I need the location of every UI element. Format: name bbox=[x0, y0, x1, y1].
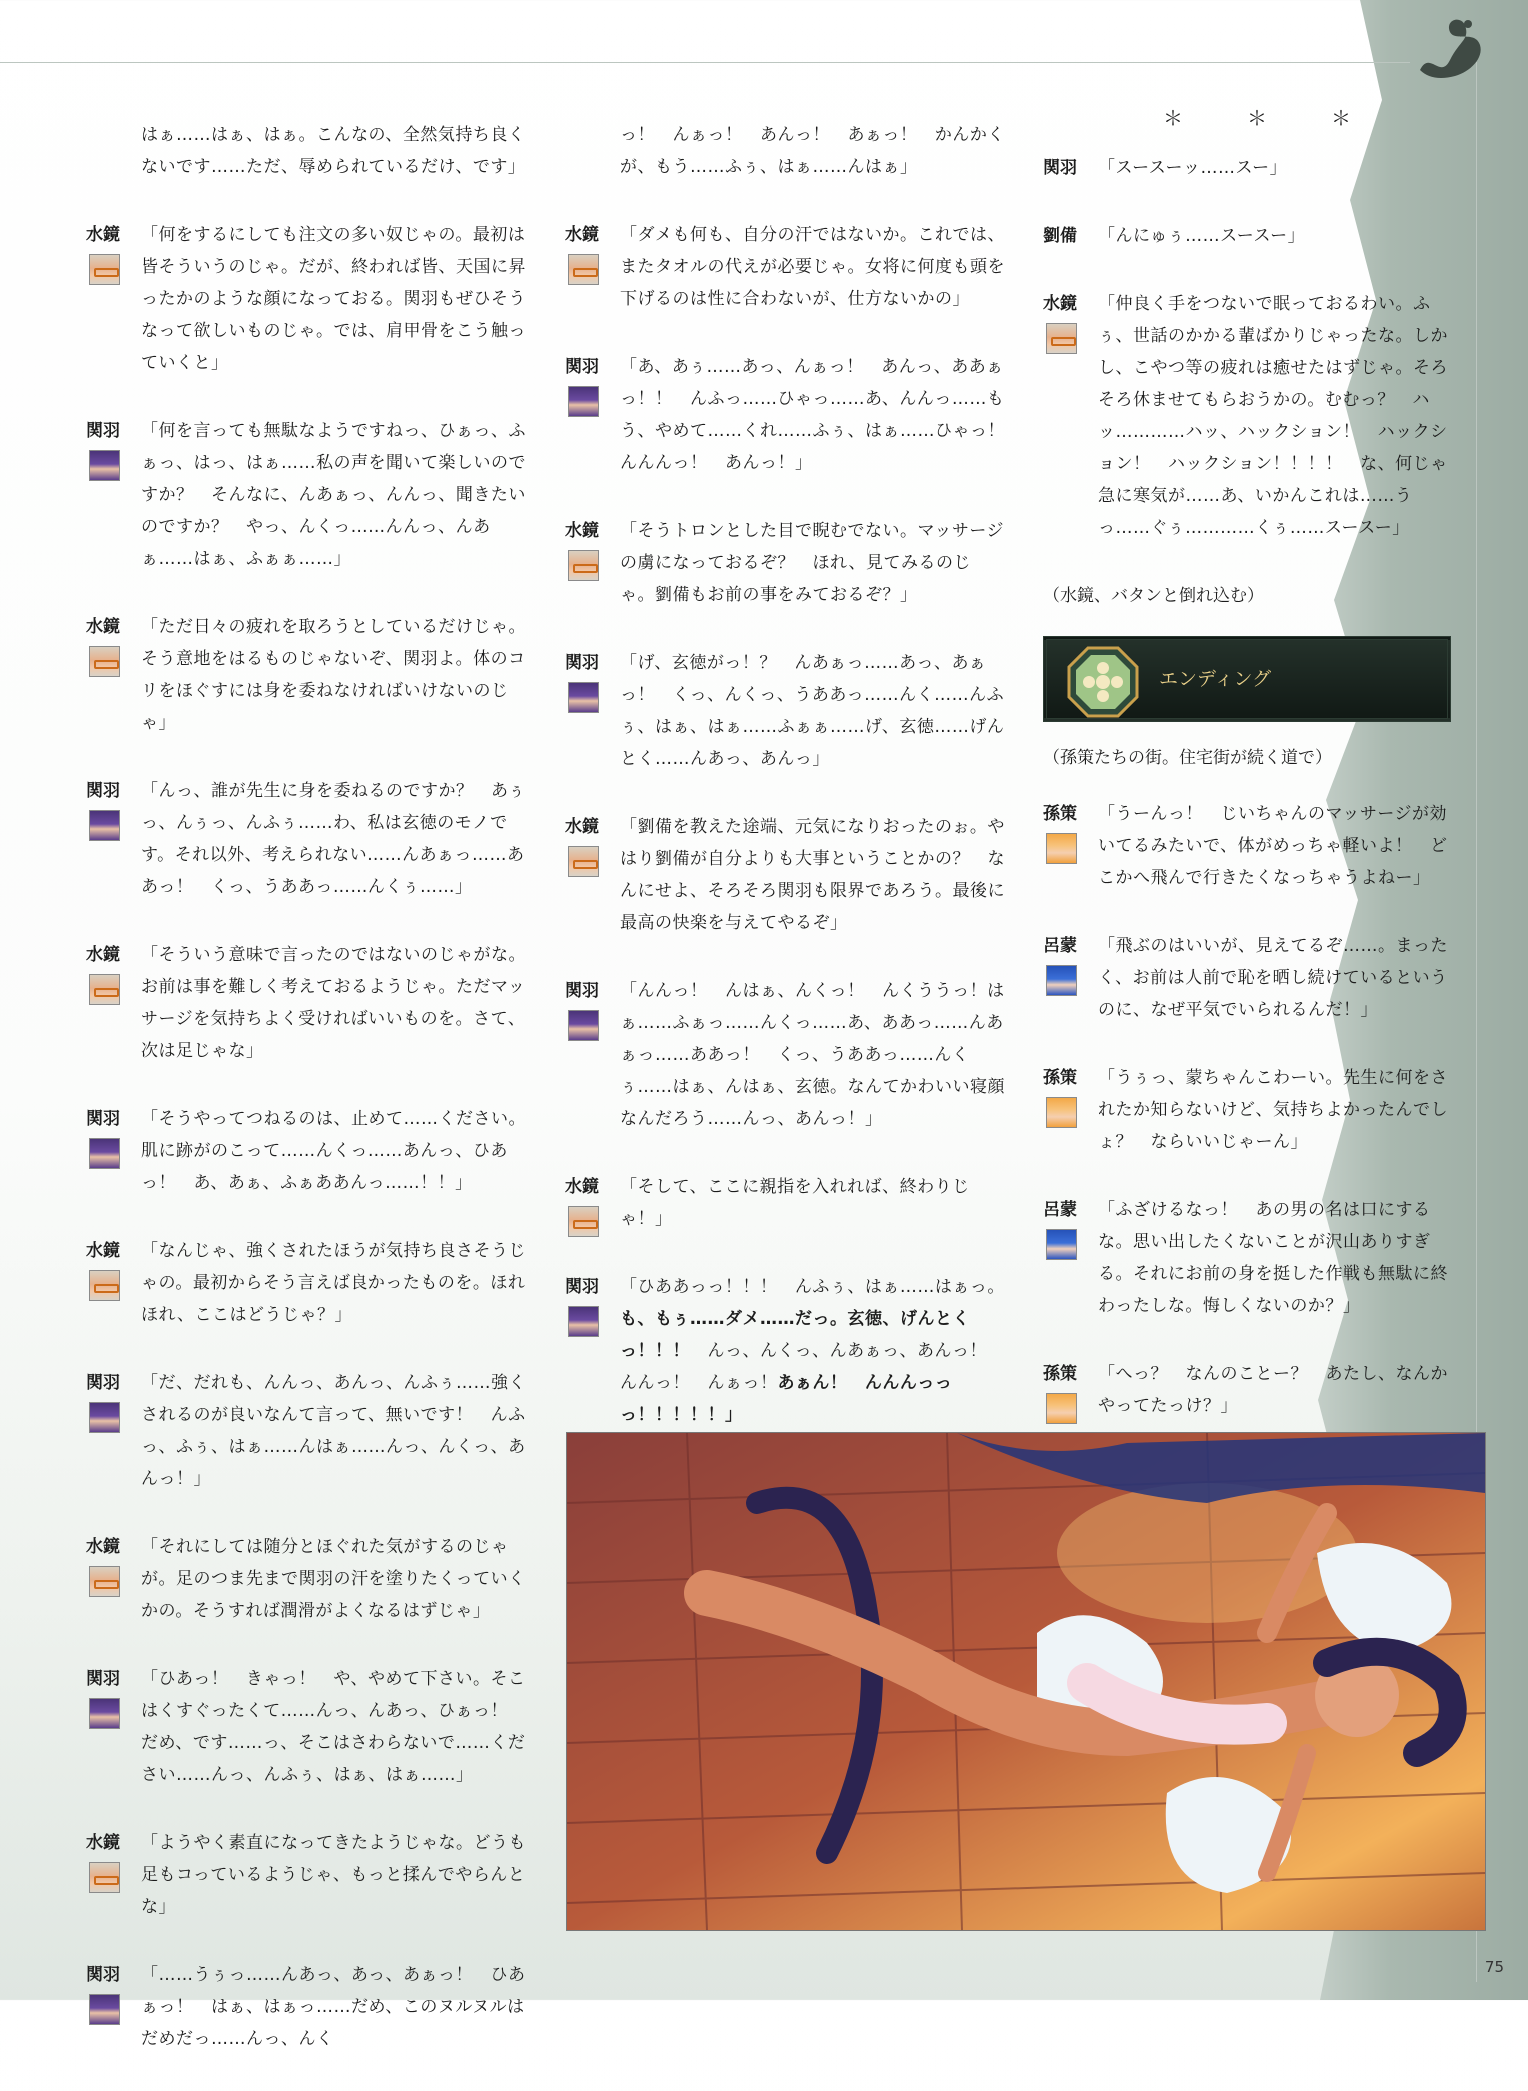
speaker-name: 関羽 bbox=[86, 1669, 120, 1689]
dialogue-text: 「スースーッ……スー」 bbox=[1098, 158, 1288, 178]
speaker-portrait bbox=[89, 1698, 120, 1729]
speaker-name: 関羽 bbox=[565, 357, 599, 377]
dialogue-text: 「何を言っても無駄なようですねっ、ひぁっ、ふぁっ、はっ、はぁ……私の声を聞いて楽しいのですか？ そんなに、んあぁっ、んんっ、聞きたいのですか？ やっ、んくっ……んんっ、んあぁ……はぁ、ふぁぁ……」 bbox=[141, 421, 526, 569]
speaker-name: 水鏡 bbox=[565, 817, 599, 837]
page-number: 75 bbox=[1484, 1958, 1504, 1976]
dialogue-text: 「んっ、誰が先生に身を委ねるのですか？ あぅっ、んぅっ、んふぅ……わ、私は玄徳のモノです。それ以外、考えられない……んあぁっ……ああっ！ くっ、うああっ……んくぅ……」 bbox=[141, 781, 526, 897]
dialogue-text: 「ようやく素直になってきたようじゃな。どうも足もコっているようじゃ、もっと揉んでやらんとな」 bbox=[141, 1833, 526, 1917]
dialogue-text: 「何をするにしても注文の多い奴じゃの。最初は皆そういうのじゃ。だが、終われば皆、天国に昇ったかのような顔になっておる。関羽もぜひそうなって欲しいものじゃ。では、肩甲骨をこう触っていくと」 bbox=[141, 225, 526, 373]
speaker-name: 関羽 bbox=[86, 421, 120, 441]
dialogue-entry bbox=[1043, 1194, 1453, 1322]
speaker-portrait bbox=[568, 550, 599, 581]
dialogue-entry bbox=[565, 647, 1005, 775]
dialogue-entry bbox=[86, 939, 526, 1067]
speaker-name: 水鏡 bbox=[86, 1833, 120, 1853]
dialogue-entry bbox=[86, 1367, 526, 1495]
stage-direction: （孫策たちの街。住宅街が続く道で） bbox=[1043, 748, 1332, 768]
speaker-portrait bbox=[89, 450, 120, 481]
illustration bbox=[566, 1432, 1486, 1931]
scene-break: ＊ ＊ ＊ bbox=[1163, 106, 1373, 130]
dialogue-entry bbox=[86, 1959, 526, 2055]
dialogue-entry bbox=[86, 415, 526, 575]
section-banner bbox=[1043, 636, 1451, 722]
dialogue-text: 「そういう意味で言ったのではないのじゃがな。お前は事を難しく考えておるようじゃ。ただマッサージを気持ちよく受ければいいものを。さて、次は足じゃな」 bbox=[141, 945, 526, 1061]
speaker-portrait bbox=[89, 974, 120, 1005]
dialogue-entry bbox=[86, 775, 526, 903]
dialogue-text: 「ふざけるなっ！ あの男の名は口にするな。思い出したくないことが沢山ありすぎる。それにお前の身を挺した作戦も無駄に終わったしな。悔しくないのか？」 bbox=[1098, 1200, 1448, 1316]
dialogue-text: 「うぅっ、蒙ちゃんこわーい。先生に何をされたか知らないけど、気持ちよかったんでしょ？ ならいいじゃーん」 bbox=[1098, 1068, 1448, 1152]
dialogue-entry bbox=[565, 1271, 1005, 1431]
dialogue-entry bbox=[565, 1171, 1005, 1235]
dialogue-entry bbox=[565, 351, 1023, 479]
dialogue-entry bbox=[1043, 1358, 1453, 1422]
dialogue-text: 「んんっ！ んはぁ、んくっ！ んくううっ！はぁ……ふぁっ……んくっ……あ、ああっ……んあぁっ……ああっ！ くっ、うああっ……んくぅ……はぁ、んはぁ、玄徳。なんてかわいい寝顔なんだろう……んっ、あんっ！」 bbox=[620, 981, 1005, 1129]
dialogue-text: 「ただ日々の疲れを取ろうとしているだけじゃ。そう意地をはるものじゃないぞ、関羽よ。体のコリをほぐすには身を委ねなければいけないのじゃ」 bbox=[141, 617, 526, 733]
dialogue-text: 「なんじゃ、強くされたほうが気持ち良さそうじゃの。最初からそう言えば良かったものを。ほれほれ、ここはどうじゃ？」 bbox=[141, 1241, 526, 1325]
speaker-portrait bbox=[1046, 965, 1077, 996]
dialogue-entry bbox=[86, 611, 526, 739]
dialogue-text: 「げ、玄徳がっ！？ んあぁっ……あっ、あぁっ！ くっ、んくっ、うああっ……んく……んふぅ、はぁ、はぁ……ふぁぁ……げ、玄徳……げんとく……んあっ、あんっ」 bbox=[620, 653, 1005, 769]
dialogue-text: 「それにしては随分とほぐれた気がするのじゃが。足のつま先まで関羽の汗を塗りたくっていくかの。そうすれば潤滑がよくなるはずじゃ」 bbox=[141, 1537, 526, 1621]
speaker-portrait bbox=[89, 646, 120, 677]
dialogue-text: 「そして、ここに親指を入れれば、終わりじゃ！」 bbox=[620, 1177, 970, 1229]
speaker-name: 関羽 bbox=[565, 1277, 599, 1297]
dialogue-entry bbox=[86, 1103, 526, 1199]
speaker-name: 関羽 bbox=[565, 981, 599, 1001]
speaker-portrait bbox=[568, 1010, 599, 1041]
speaker-name: 孫策 bbox=[1043, 1364, 1077, 1384]
speaker-name: 孫策 bbox=[1043, 1068, 1077, 1088]
speaker-portrait bbox=[89, 810, 120, 841]
dialogue-entry bbox=[86, 1531, 526, 1627]
speaker-portrait bbox=[568, 846, 599, 877]
stage-direction: （水鏡、バタンと倒れ込む） bbox=[1043, 586, 1264, 606]
dialogue-text: 「劉備を教えた途端、元気になりおったのぉ。やはり劉備が自分よりも大事ということかの？ なんにせよ、そろそろ関羽も限界であろう。最後に最高の快楽を与えてやるぞ」 bbox=[620, 817, 1005, 933]
speaker-portrait bbox=[1046, 323, 1077, 354]
dialogue-entry bbox=[1043, 930, 1453, 1026]
speaker-name: 呂蒙 bbox=[1043, 936, 1077, 956]
dialogue-column-3 bbox=[1043, 102, 1453, 1590]
speaker-name: 孫策 bbox=[1043, 804, 1077, 824]
speaker-name: 呂蒙 bbox=[1043, 1200, 1077, 1220]
dialogue-text: 「飛ぶのはいいが、見えてるぞ……。まったく、お前は人前で恥を晒し続けているというのに、なぜ平気でいられるんだ！」 bbox=[1098, 936, 1448, 1020]
speaker-name: 水鏡 bbox=[86, 617, 120, 637]
dialogue-entry bbox=[565, 811, 1005, 939]
dialogue-entry bbox=[86, 1235, 526, 1331]
speaker-portrait bbox=[568, 1306, 599, 1337]
dialogue-text: 「仲良く手をつないで眠っておるわい。ふぅ、世話のかかる輩ばかりじゃったな。しかし、こやつ等の疲れは癒せたはずじゃ。そろそろ休ませてもらおうかの。むむっ？ ハッ…………ハッ、ハックション！ ハックション！ ハックション！！！！ な、何じゃ急に寒気が……あ、いかんこれは……うっ……ぐぅ…………くぅ……スースー」 bbox=[1098, 294, 1448, 538]
dialogue-entry bbox=[86, 1663, 526, 1791]
speaker-portrait bbox=[568, 682, 599, 713]
speaker-portrait bbox=[89, 1270, 120, 1301]
speaker-name: 関羽 bbox=[565, 653, 599, 673]
dialogue-entry bbox=[1043, 1062, 1453, 1158]
dialogue-entry bbox=[1043, 798, 1453, 894]
speaker-portrait bbox=[568, 254, 599, 285]
dialogue-entry bbox=[86, 219, 526, 379]
dialogue-entry bbox=[565, 515, 1005, 611]
speaker-name: 水鏡 bbox=[86, 945, 120, 965]
dialogue-entry bbox=[565, 219, 1005, 315]
speaker-name: 水鏡 bbox=[565, 225, 599, 245]
dialogue-text: 「へっ？ なんのことー？ あたし、なんかやってたっけ？」 bbox=[1098, 1364, 1448, 1416]
speaker-portrait bbox=[89, 1994, 120, 2025]
dialogue-text: 「あ、あぅ……あっ、んぁっ！ あんっ、ああぁっ！！ んふっ……ひゃっ……あ、んんっ……もう、やめて……くれ……ふぅ、はぁ……ひゃっ！ んんんっ！ あんっ！」 bbox=[620, 357, 1023, 473]
speaker-portrait bbox=[1046, 1097, 1077, 1128]
speaker-name: 水鏡 bbox=[565, 521, 599, 541]
speaker-name: 関羽 bbox=[86, 1373, 120, 1393]
speaker-name: 水鏡 bbox=[1043, 294, 1077, 314]
column-3-entries-a bbox=[1043, 152, 1453, 252]
speaker-portrait bbox=[1046, 833, 1077, 864]
dialogue-text: 「そうやってつねるのは、止めて……ください。肌に跡がのこって……んくっ……あんっ、ひあっ！ あ、あぁ、ふぁああんっ……！！」 bbox=[141, 1109, 526, 1193]
speaker-portrait bbox=[1046, 1229, 1077, 1260]
top-rule bbox=[0, 62, 1410, 63]
speaker-portrait bbox=[89, 1138, 120, 1169]
continued-line: っ！ んぁっ！ あんっ！ あぁっ！ かんかくが、もう……ふぅ、はぁ……んはぁ」 bbox=[620, 125, 1005, 177]
dialogue-entry bbox=[1043, 220, 1453, 252]
dialogue-text: 「だ、だれも、んんっ、あんっ、んふぅ……強くされるのが良いなんて言って、無いです！ んふっ、ふぅ、はぁ……んはぁ……んっ、んくっ、あんっ！」 bbox=[141, 1373, 526, 1489]
dialogue-text: 「そうトロンとした目で睨むでない。マッサージの虜になっておるぞ？ ほれ、見てみるのじゃ。劉備もお前の事をみておるぞ？」 bbox=[620, 521, 1004, 605]
speaker-name: 水鏡 bbox=[565, 1177, 599, 1197]
dialogue-column-2 bbox=[565, 102, 1023, 1467]
speaker-name: 関羽 bbox=[86, 781, 120, 801]
speaker-portrait bbox=[568, 386, 599, 417]
speaker-name: 関羽 bbox=[86, 1109, 120, 1129]
dialogue-entry bbox=[565, 975, 1005, 1135]
illustration-art bbox=[567, 1433, 1485, 1930]
dialogue-text: 「ひあっ！ きゃっ！ や、やめて下さい。そこはくすぐったくて……んっ、んあっ、ひぁっ！ だめ、です……っ、そこはさわらないで……ください……んっ、んふぅ、はぁ、はぁ……」 bbox=[141, 1669, 526, 1785]
dialogue-entry bbox=[1043, 288, 1453, 544]
speaker-name: 水鏡 bbox=[86, 1241, 120, 1261]
dialogue-entry bbox=[86, 1827, 526, 1923]
continued-line: はぁ……はぁ、はぁ。こんなの、全然気持ち良くないです……ただ、辱められているだけ、です」 bbox=[141, 125, 526, 177]
speaker-portrait bbox=[89, 1402, 120, 1433]
speaker-portrait bbox=[89, 1862, 120, 1893]
speaker-name: 劉備 bbox=[1043, 226, 1077, 246]
dialogue-text: 「……うぅっ……んあっ、あっ、あぁっ！ ひあぁっ！ はぁ、はぁっ……だめ、このヌルヌルはだめだっ……んっ、んく bbox=[141, 1965, 526, 2049]
dialogue-text: 「ひああっっ！！！ んふぅ、はぁ……はぁっ。も、もぅ……ダメ……だっ。玄徳、げんとくっ！！！ んっ、んくっ、んあぁっ、あんっ！ んんっ！ んぁっ！あぁん！ んんんっっっ！！！！！」 bbox=[620, 1277, 1005, 1425]
speaker-portrait bbox=[568, 1206, 599, 1237]
octagon-emblem-icon bbox=[1067, 646, 1139, 718]
section-title: エンディング bbox=[1159, 668, 1272, 690]
speaker-name: 水鏡 bbox=[86, 1537, 120, 1557]
speaker-name: 水鏡 bbox=[86, 225, 120, 245]
dialogue-text: 「うーんっ！ じいちゃんのマッサージが効いてるみたいで、体がめっちゃ軽いよ！ どこかへ飛んで行きたくなっちゃうよねー」 bbox=[1098, 804, 1448, 888]
speaker-portrait bbox=[1046, 1393, 1077, 1424]
dialogue-column-1 bbox=[86, 102, 526, 2091]
column-2-entries bbox=[565, 219, 1023, 1235]
dialogue-text: 「ダメも何も、自分の汗ではないか。これでは、またタオルの代えが必要じゃ。女将に何度も頭を下げるのは性に合わないが、仕方ないかの」 bbox=[620, 225, 1005, 309]
speaker-name: 関羽 bbox=[1043, 158, 1077, 178]
dialogue-text: 「んにゅぅ……スースー」 bbox=[1098, 226, 1306, 246]
speaker-name: 関羽 bbox=[86, 1965, 120, 1985]
speaker-portrait bbox=[89, 1566, 120, 1597]
dialogue-entry bbox=[1043, 152, 1453, 184]
column-1-entries bbox=[86, 219, 526, 2055]
dragon-emblem-icon bbox=[1410, 10, 1490, 88]
speaker-portrait bbox=[89, 254, 120, 285]
